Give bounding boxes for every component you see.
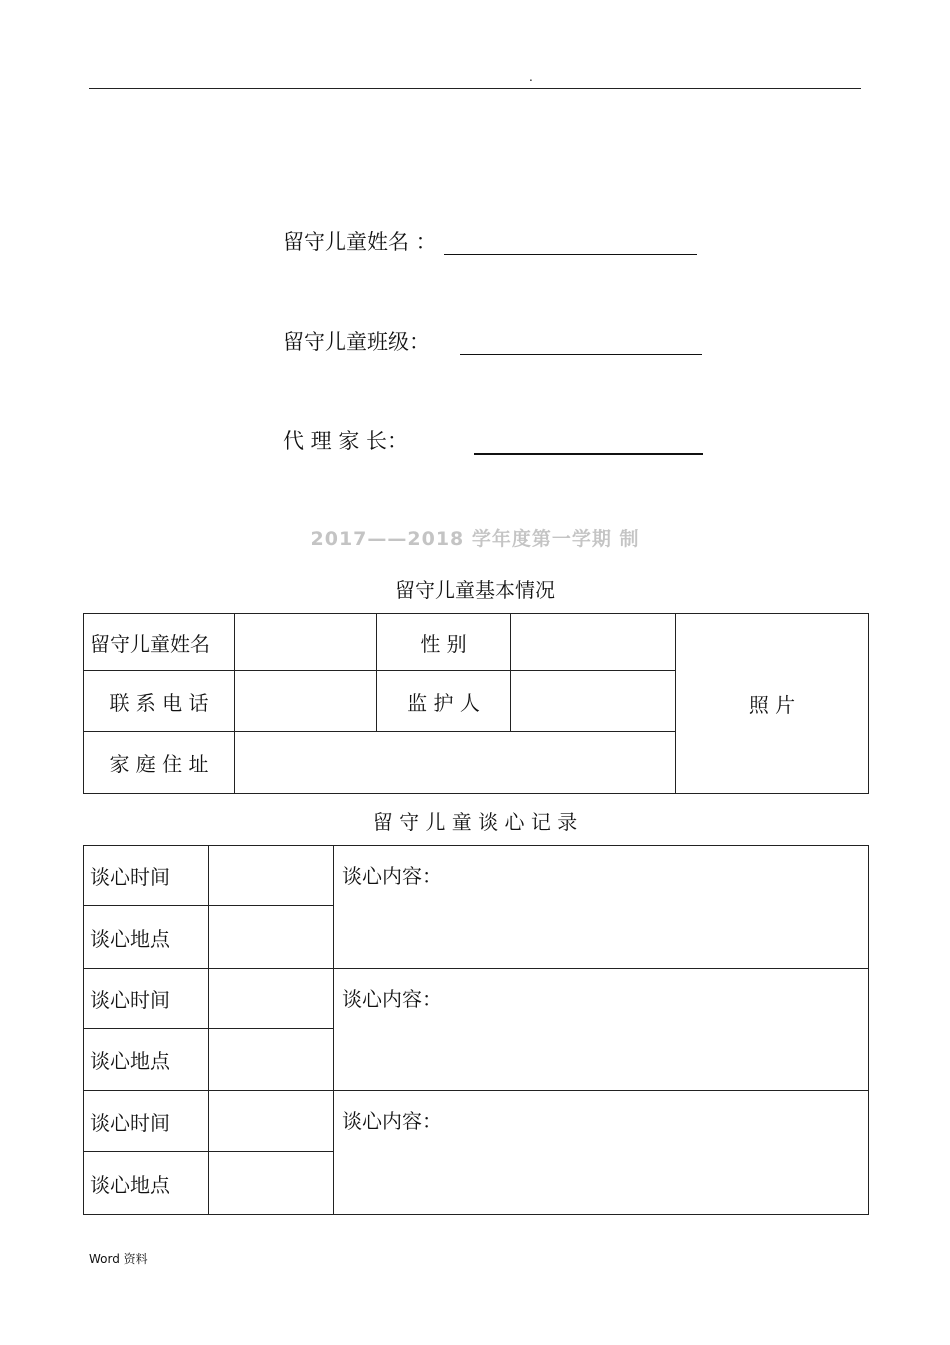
child-name-label: 留守儿童姓名 ： bbox=[283, 230, 437, 254]
talk-time-label: 谈心时间 bbox=[84, 969, 209, 1029]
child-name-line bbox=[444, 254, 697, 255]
child-class-line bbox=[460, 354, 702, 355]
talk-place-value[interactable] bbox=[209, 1152, 334, 1215]
talk-entry-2 bbox=[84, 969, 869, 1029]
talk-place-label: 谈心地点 bbox=[84, 906, 209, 969]
talk-content-cell[interactable]: 谈心内容： bbox=[334, 1091, 869, 1215]
header-mark: . bbox=[529, 70, 533, 84]
talk-time-label: 谈心时间 bbox=[84, 1091, 209, 1152]
talk-place-value[interactable] bbox=[209, 1029, 334, 1091]
basic-info-table bbox=[83, 613, 869, 794]
photo-cell: 照 片 bbox=[676, 614, 869, 794]
talk-records-table bbox=[83, 845, 869, 1215]
talk-content-cell[interactable]: 谈心内容： bbox=[334, 846, 869, 969]
talk-time-label: 谈心时间 bbox=[84, 846, 209, 906]
talk-content-cell[interactable]: 谈心内容： bbox=[334, 969, 869, 1091]
child-class-label: 留守儿童班级： bbox=[283, 330, 430, 354]
header-rule bbox=[89, 88, 861, 89]
school-term: 2017——2018 学年度第一学期 制 bbox=[310, 528, 640, 550]
guardian-value-cell[interactable] bbox=[511, 671, 676, 732]
footer-text: Word 资料 bbox=[89, 1252, 148, 1266]
talk-entry-1 bbox=[84, 846, 869, 906]
guardian-line bbox=[474, 453, 703, 455]
child-name-cell-label: 留守儿童姓名 bbox=[84, 614, 235, 671]
phone-cell-label: 联 系 电 话 bbox=[84, 671, 235, 732]
talk-time-value[interactable] bbox=[209, 1091, 334, 1152]
basic-info-title: 留守儿童基本情况 bbox=[395, 578, 555, 602]
address-cell-label: 家 庭 住 址 bbox=[84, 732, 235, 794]
guardian-cell-label: 监 护 人 bbox=[377, 671, 511, 732]
talk-place-label: 谈心地点 bbox=[84, 1029, 209, 1091]
talk-place-value[interactable] bbox=[209, 906, 334, 969]
address-value-cell[interactable] bbox=[235, 732, 676, 794]
gender-cell-label: 性 别 bbox=[377, 614, 511, 671]
talk-place-label: 谈心地点 bbox=[84, 1152, 209, 1215]
talk-time-value[interactable] bbox=[209, 969, 334, 1029]
talk-records-title: 留 守 儿 童 谈 心 记 录 bbox=[372, 810, 578, 834]
talk-entry-3 bbox=[84, 1091, 869, 1152]
phone-value-cell[interactable] bbox=[235, 671, 377, 732]
child-name-value-cell[interactable] bbox=[235, 614, 377, 671]
guardian-label: 代 理 家 长： bbox=[283, 429, 409, 453]
talk-time-value[interactable] bbox=[209, 846, 334, 906]
gender-value-cell[interactable] bbox=[511, 614, 676, 671]
